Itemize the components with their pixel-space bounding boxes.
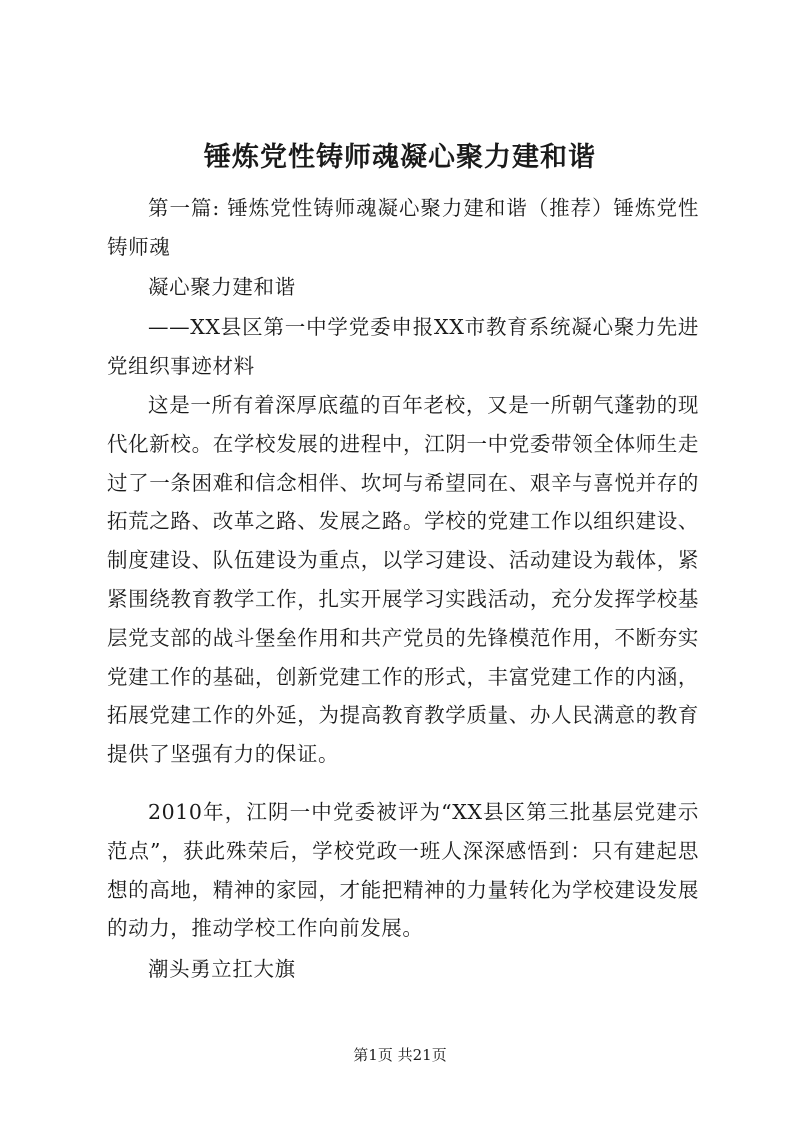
paragraph-heading-section-one: 第一篇: 锤炼党性铸师魂凝心聚力建和谐（推荐）锤炼党性铸师魂	[107, 196, 699, 259]
page-footer: 第1页 共21页	[353, 1046, 447, 1064]
paragraph-body-2010: 2010年，江阴一中党委被评为“XX县区第三批基层党建示范点”，获此殊荣后，学校党政一班人深深感悟到：只有建起思想的高地，精神的家园，才能把精神的力量转化为学校建设发展的动力，推动学校工作向前发展。	[107, 800, 699, 941]
paragraph-section-heading: 潮头勇立扛大旗	[148, 957, 296, 981]
document-title: 锤炼党性铸师魂凝心聚力建和谐	[204, 142, 596, 173]
paragraph-subheading: ——XX县区第一中学党委申报XX市教育系统凝心聚力先进党组织事迹材料	[107, 315, 699, 378]
paragraph-body-intro: 这是一所有着深厚底蕴的百年老校，又是一所朝气蓬勃的现代化新校。在学校发展的进程中，江阴一中党委带领全体师生走过了一条困难和信念相伴、坎坷与希望同在、艰辛与喜悦并存的拓荒之路、改革之路、发展之路。学校的党建工作以组织建设、制度建设、队伍建设为重点，以学习建设、活动建设为载体，紧紧围绕教育教学工作，扎实开展学习实践活动，充分发挥学校基层党支部的战斗堡垒作用和共产党员的先锋模范作用，不断夯实党建工作的基础，创新党建工作的形式，丰富党建工作的内涵，拓展党建工作的外延，为提高教育教学质量、办人民满意的教育提供了坚强有力的保证。	[107, 393, 699, 767]
paragraph-subtitle: 凝心聚力建和谐	[148, 275, 296, 299]
